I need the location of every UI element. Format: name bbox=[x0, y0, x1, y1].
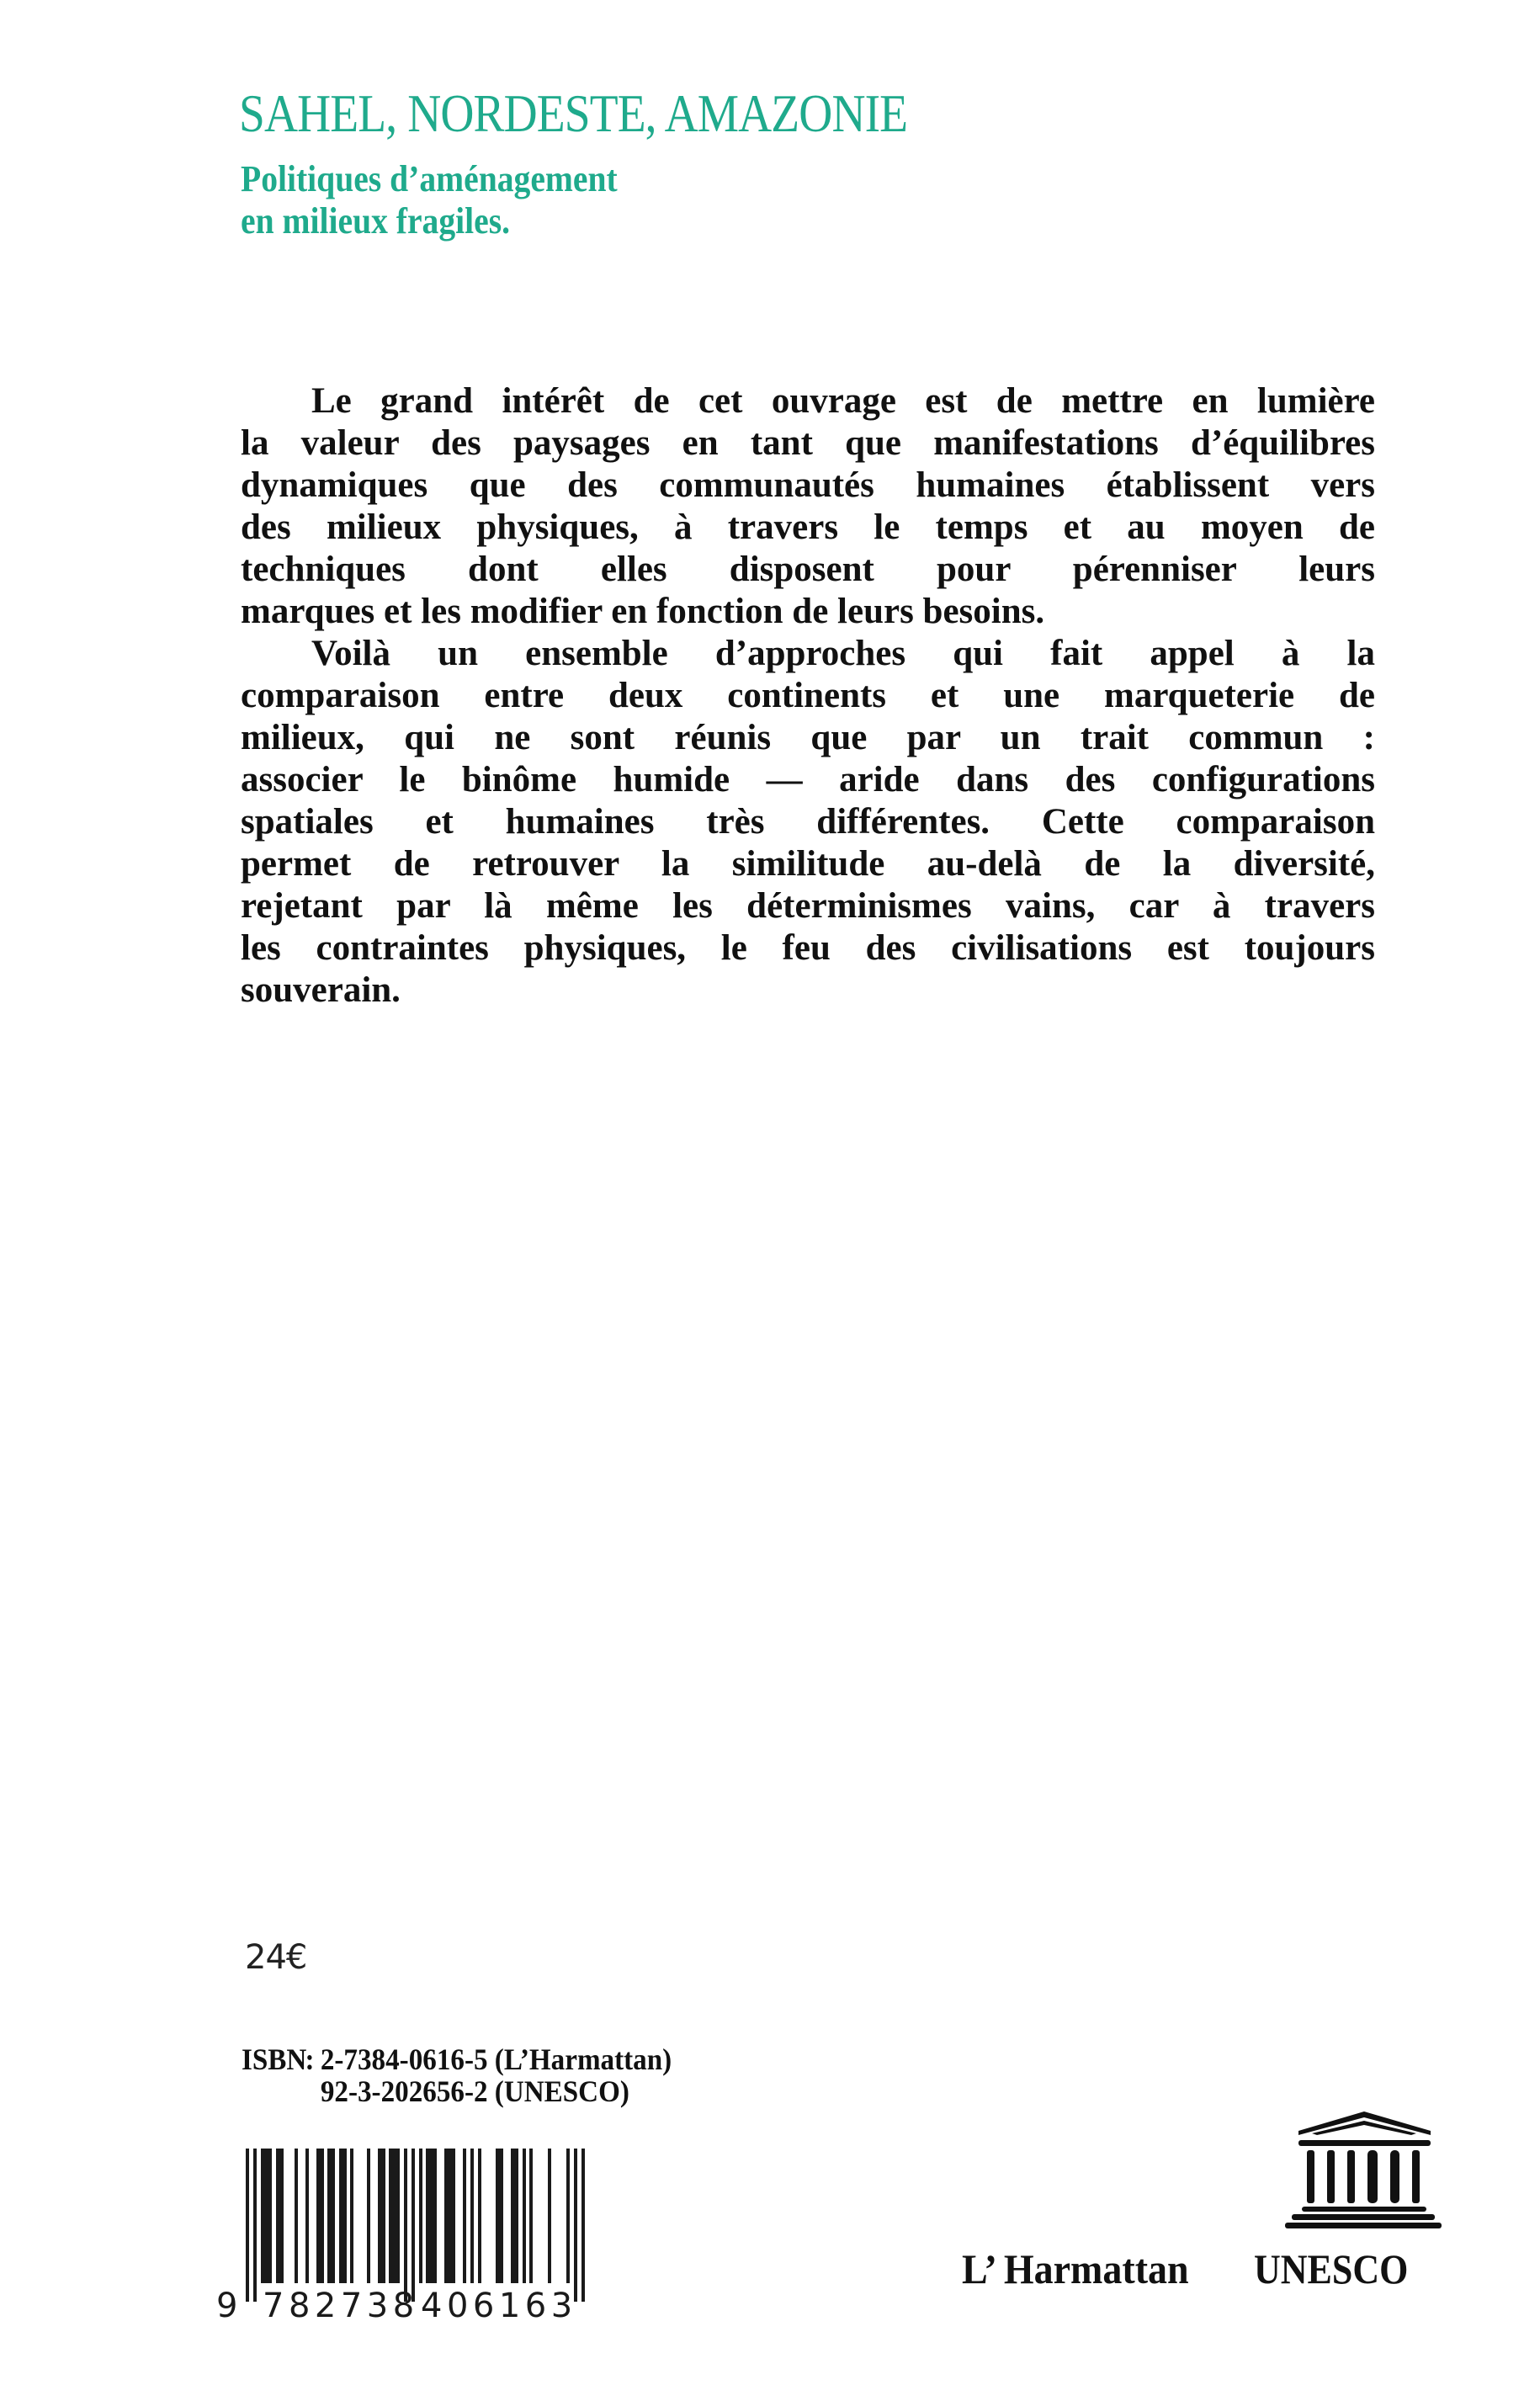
barcode-digit-first: 9 bbox=[216, 2287, 238, 2323]
text-line: marques et les modifier en fonction de leurs besoins. bbox=[241, 592, 1045, 631]
text-line: associer le binôme humide — aride dans des configurations bbox=[241, 760, 1375, 799]
text-line: milieux, qui ne sont réunis que par un trait commun : bbox=[241, 718, 1375, 757]
text-line: les contraintes physiques, le feu des civilisations est toujours bbox=[241, 928, 1375, 968]
isbn-block bbox=[242, 2043, 672, 2107]
text-line: la valeur des paysages en tant que manifestations d’équilibres bbox=[241, 423, 1375, 463]
subtitle-line-2: en milieux fragiles. bbox=[241, 200, 511, 242]
isbn-label: ISBN bbox=[242, 2042, 307, 2076]
text-line: Le grand intérêt de cet ouvrage est de mettre en lumière bbox=[311, 381, 1375, 421]
isbn-unesco: 92-3-202656-2 (UNESCO) bbox=[320, 2074, 629, 2108]
barcode-icon bbox=[215, 2146, 610, 2323]
book-subtitle bbox=[241, 158, 618, 242]
publisher-unesco: UNESCO bbox=[1254, 2245, 1409, 2292]
subtitle-line-1: Politiques d’aménagement bbox=[241, 158, 618, 199]
paragraph-1 bbox=[241, 380, 1375, 633]
paragraph-2 bbox=[241, 633, 1375, 1012]
text-line: Voilà un ensemble d’approches qui fait appel à la bbox=[311, 634, 1375, 673]
book-title: SAHEL, NORDESTE, AMAZONIE bbox=[239, 84, 908, 143]
barcode-digits-right: 406163 bbox=[421, 2287, 577, 2323]
text-line: techniques dont elles disposent pour pérenniser leurs bbox=[241, 550, 1375, 589]
isbn-row-1 bbox=[242, 2043, 672, 2075]
text-line: permet de retrouver la similitude au-delà de la diversité, bbox=[241, 844, 1375, 884]
text-line: dynamiques que des communautés humaines établissent vers bbox=[241, 465, 1375, 505]
back-cover-blurb bbox=[241, 380, 1375, 1012]
text-line: comparaison entre deux continents et une marqueterie de bbox=[241, 676, 1375, 715]
text-line: rejetant par là même les déterminismes vains, car à travers bbox=[241, 886, 1375, 926]
publisher-harmattan: L’ Harmattan bbox=[962, 2245, 1189, 2292]
price-label: 24€ bbox=[245, 1938, 307, 1977]
isbn-separator: : bbox=[305, 2042, 315, 2076]
barcode-digits-left: 782738 bbox=[263, 2287, 419, 2323]
isbn-row-2 bbox=[242, 2075, 672, 2107]
text-line: spatiales et humaines très différentes. Cette comparaison bbox=[241, 802, 1375, 842]
isbn-harmattan: 2-7384-0616-5 (L’Harmattan) bbox=[320, 2042, 672, 2076]
text-line: souverain. bbox=[241, 970, 401, 1010]
unesco-temple-logo-icon bbox=[1283, 2108, 1443, 2230]
text-line: des milieux physiques, à travers le temps et au moyen de bbox=[241, 507, 1375, 547]
